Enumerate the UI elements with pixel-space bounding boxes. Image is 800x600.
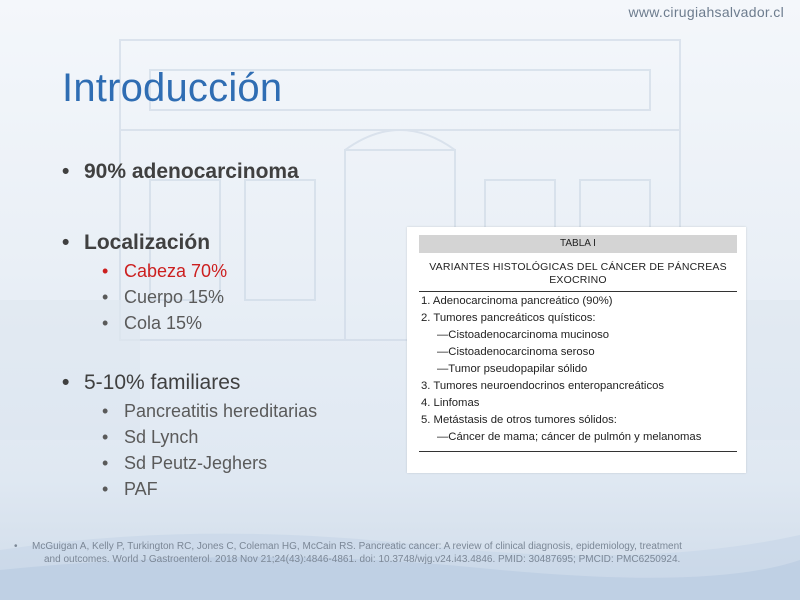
bullet-dot-icon: • [102, 427, 109, 447]
bullet-dot-icon: • [102, 453, 109, 473]
subbullet-pancreatitis [102, 401, 317, 422]
reference-line: and outcomes. World J Gastroenterol. 2018 Nov 21;24(43):4846-4861. doi: 10.3748/wjg.v24.i43.4846. PMID: 30487695; PMCID: PMC6250924. [44, 554, 681, 565]
bullet-dot-icon: • [62, 371, 70, 394]
site-url: www.cirugiahsalvador.cl [628, 4, 784, 20]
subbullet-peutz-jeghers [102, 453, 267, 474]
subbullet-text: Sd Peutz-Jeghers [124, 453, 268, 473]
table-divider [419, 451, 737, 452]
subbullet-text: Cuerpo 15% [124, 287, 225, 307]
subbullet-cuerpo [102, 287, 224, 308]
bullet-dot-icon: • [14, 541, 18, 552]
table-row: 1. Adenocarcinoma pancreático (90%) [421, 295, 613, 307]
bullet-dot-icon: • [102, 313, 109, 333]
bullet-text: 90% adenocarcinoma [84, 160, 299, 183]
subbullet-text: Cabeza 70% [124, 261, 228, 281]
table-caption [419, 261, 737, 287]
table-row: —Tumor pseudopapilar sólido [437, 363, 588, 375]
bullet-adenocarcinoma [62, 160, 299, 184]
bullet-localizacion [62, 231, 210, 255]
table-row: 2. Tumores pancreáticos quísticos: [421, 312, 596, 324]
bullet-dot-icon: • [62, 160, 70, 183]
table-row: 3. Tumores neuroendocrinos enteropancreáticos [421, 380, 665, 392]
table-row: —Cáncer de mama; cáncer de pulmón y melanomas [437, 431, 702, 443]
subbullet-cola [102, 313, 202, 334]
subbullet-text: Cola 15% [124, 313, 203, 333]
subbullet-paf [102, 479, 158, 500]
subbullet-text: Sd Lynch [124, 427, 199, 447]
bullet-text: 5-10% familiares [84, 371, 241, 394]
slide-title: Introducción [62, 66, 283, 110]
reference-line [14, 540, 774, 553]
bullet-dot-icon: • [62, 231, 70, 254]
subbullet-text: Pancreatitis hereditarias [124, 401, 318, 421]
bullet-dot-icon: • [102, 287, 109, 307]
bullet-dot-icon: • [102, 479, 109, 499]
table-row: —Cistoadenocarcinoma seroso [437, 346, 595, 358]
subbullet-lynch [102, 427, 198, 448]
table-divider [419, 291, 737, 292]
subbullet-cabeza [102, 261, 227, 282]
bullet-text: Localización [84, 231, 211, 254]
reference-text: McGuigan A, Kelly P, Turkington RC, Jones C, Coleman HG, McCain RS. Pancreatic cancer: A review of clinical diagnosis, epidemiology, treatment [32, 541, 682, 552]
bullet-familiares [62, 371, 240, 395]
table-header: TABLA I [419, 235, 737, 253]
table-caption-line: EXOCRINO [549, 274, 607, 286]
table-row: 5. Metástasis de otros tumores sólidos: [421, 414, 617, 426]
histology-table-image [407, 227, 746, 473]
reference-citation [14, 540, 774, 566]
table-caption-line: VARIANTES HISTOLÓGICAS DEL CÁNCER DE PÁNCREAS [429, 261, 727, 273]
table-row: 4. Linfomas [421, 397, 480, 409]
bullet-dot-icon: • [102, 261, 109, 281]
subbullet-text: PAF [124, 479, 158, 499]
bullet-dot-icon: • [102, 401, 109, 421]
table-row: —Cistoadenocarcinoma mucinoso [437, 329, 610, 341]
